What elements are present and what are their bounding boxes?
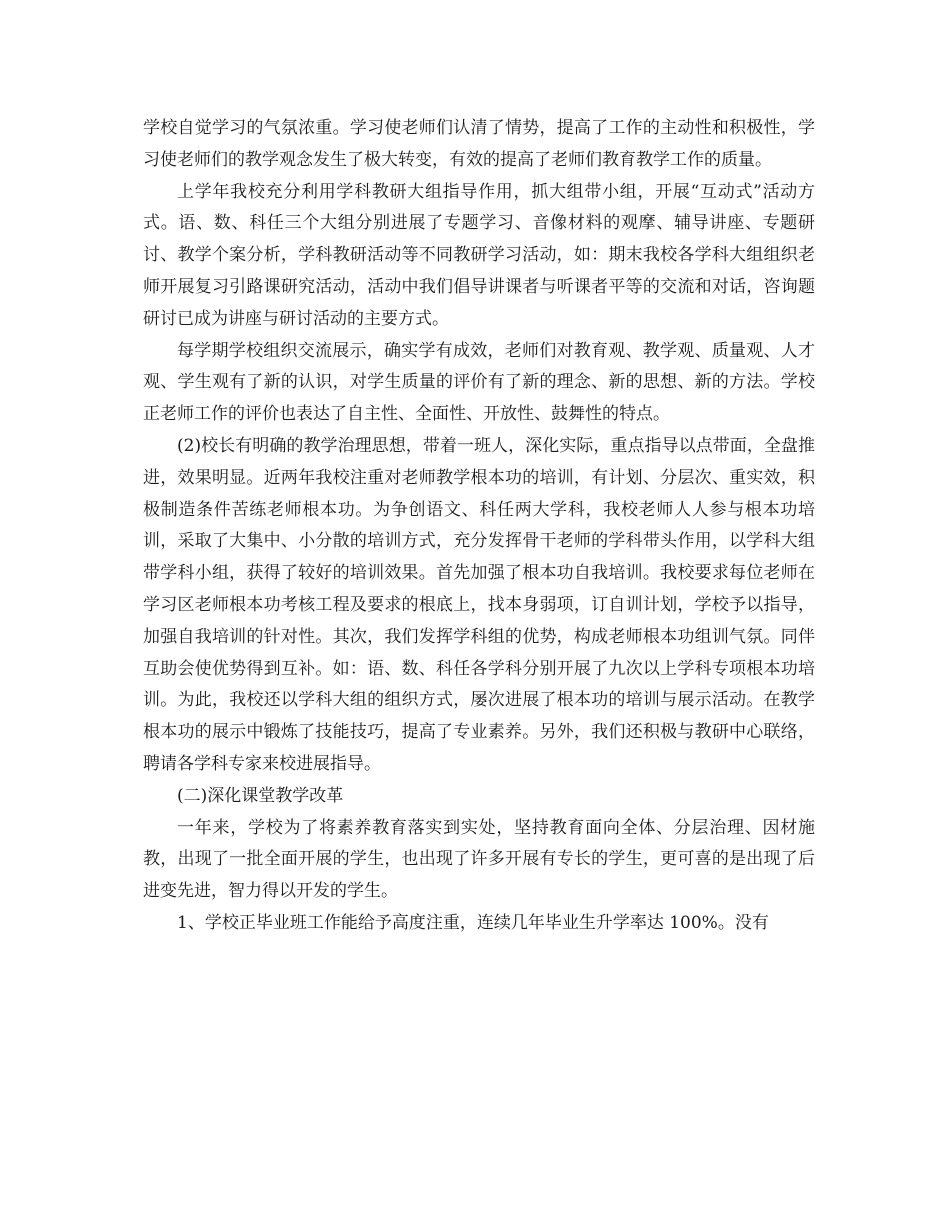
paragraph-2: 上学年我校充分利用学科教研大组指导作用，抓大组带小组，开展“互动式”活动方式。语、数、科任三个大组分别进展了专题学习、音像材料的观摩、辅导讲座、专题研讨、教学个案分析，学科教研活动等不同教研学习活动，如：期末我校各学科大组组织老师开展复习引路课研究活动，活动中我们倡导讲课者与听课者平等的交流和对话，咨询题研讨已成为讲座与研讨活动的主要方式。	[143, 181, 815, 329]
paragraph-1: 学校自觉学习的气氛浓重。学习使老师们认清了情势，提高了工作的主动性和积极性，学习使老师们的教学观念发生了极大转变，有效的提高了老师们教育教学工作的质量。	[143, 118, 815, 170]
section-heading: (二)深化课堂教学改革	[177, 785, 344, 806]
paragraph-3: 每学期学校组织交流展示，确实学有成效，老师们对教育观、教学观、质量观、人才观、学生观有了新的认识，对学生质量的评价有了新的理念、新的思想、新的方法。学校正老师工作的评价也表达了自主性、全面性、开放性、鼓舞性的特点。	[143, 340, 815, 425]
paragraph-6: 1、学校正毕业班工作能给予高度注重，连续几年毕业生升学率达 100%。没有	[177, 912, 769, 933]
paragraph-5: 一年来，学校为了将素养教育落实到实处，坚持教育面向全体、分层治理、因材施教，出现了一批全面开展的学生，也出现了许多开展有专长的学生，更可喜的是出现了后进变先进，智力得以开发的学生。	[143, 817, 815, 902]
document-body	[143, 113, 815, 940]
paragraph-4: (2)校长有明确的教学治理思想，带着一班人，深化实际，重点指导以点带面，全盘推进，效果明显。近两年我校注重对老师教学根本功的培训，有计划、分层次、重实效，积极制造条件苦练老师根本功。为争创语文、科任两大学科，我校老师人人参与根本功培训，采取了大集中、小分散的培训方式，充分发挥骨干老师的学科带头作用，以学科大组带学科小组，获得了较好的培训效果。首先加强了根本功自我培训。我校要求每位老师在学习区老师根本功考核工程及要求的根底上，找本身弱项，订自训计划，学校予以指导，加强自我培训的针对性。其次，我们发挥学科组的优势，构成老师根本功组训气氛。同伴互助会使优势得到互补。如：语、数、科任各学科分别开展了九次以上学科专项根本功培训。为此，我校还以学科大组的组织方式，屡次进展了根本功的培训与展示活动。在教学根本功的展示中锻炼了技能技巧，提高了专业素养。另外，我们还积极与教研中心联络，聘请各学科专家来校进展指导。	[143, 435, 815, 774]
